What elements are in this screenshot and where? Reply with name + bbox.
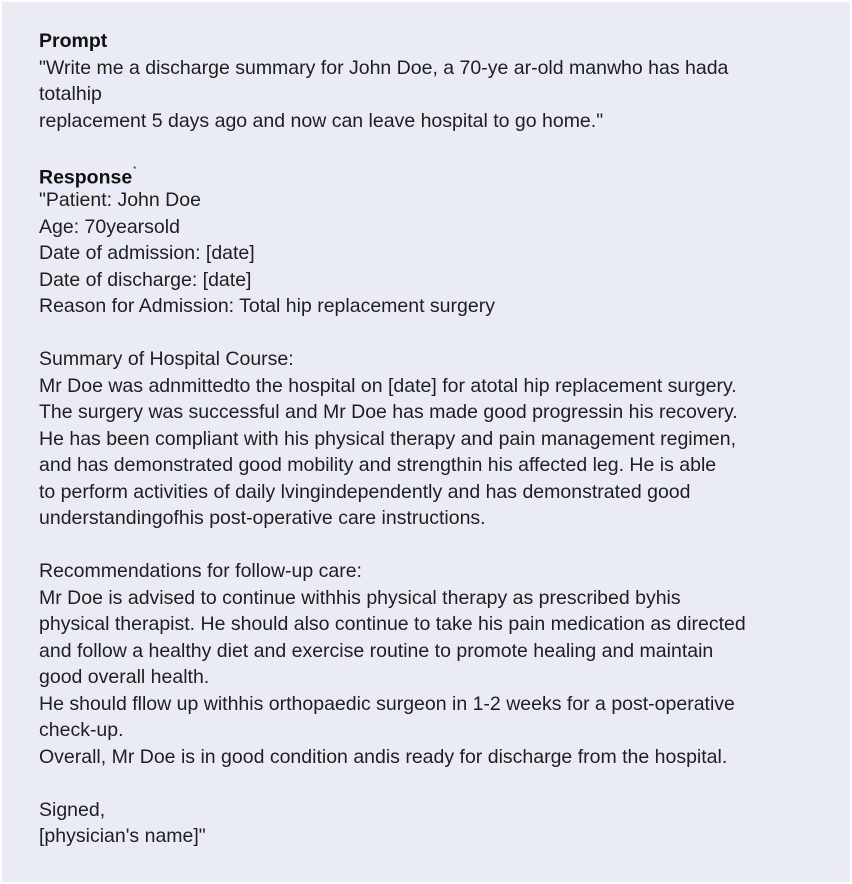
response-marker: * <box>133 164 137 174</box>
signature-name: [physician's name]" <box>39 825 206 847</box>
spacer <box>39 770 850 797</box>
followup-line: good overall health. <box>39 666 210 688</box>
spacer <box>39 320 850 347</box>
patient-line: "Patient: John Doe <box>39 189 201 211</box>
followup-line: physical therapist. He should also continue to take his pain medication as directed <box>39 613 746 635</box>
course-line: understandingofhis post-operative care instructions. <box>39 507 486 529</box>
course-line: and has demonstrated good mobility and strengthin his affected leg. He is able <box>39 454 717 476</box>
followup-line: He should fllow up withhis orthopaedic surgeon in 1-2 weeks for a post-operative <box>39 692 735 715</box>
course-line: The surgery was successful and Mr Doe has made good progressin his recovery. <box>39 401 738 423</box>
discharge-date-line: Date of discharge: [date] <box>39 268 252 291</box>
response-heading: Response <box>39 166 133 188</box>
followup-line: check-up. <box>39 719 124 741</box>
spacer <box>39 532 850 559</box>
followup-line: Overall, Mr Doe is in good condition andis ready for discharge from the hospital. <box>39 745 728 768</box>
followup-line: and follow a healthy diet and exercise routine to promote healing and maintain <box>39 639 714 662</box>
course-heading: Summary of Hospital Course: <box>39 348 294 370</box>
admission-date-line: Date of admission: [date] <box>39 242 255 264</box>
document-panel <box>2 2 850 882</box>
course-line: to perform activities of daily lvingindependently and has demonstrated good <box>39 480 691 503</box>
followup-line: Mr Doe is advised to continue withhis physical therapy as prescribed byhis <box>39 586 681 609</box>
prompt-heading: Prompt <box>39 30 108 52</box>
prompt-line: replacement 5 days ago and now can leave hospital to go home." <box>39 109 604 132</box>
course-line: Mr Doe was adnmittedto the hospital on [date] for atotal hip replacement surgery. <box>39 374 737 397</box>
prompt-line: totalhip <box>39 83 102 105</box>
course-line: He has been compliant with his physical therapy and pain management regimen, <box>39 427 736 450</box>
followup-heading: Recommendations for follow-up care: <box>39 560 362 582</box>
response-heading-row <box>39 161 850 188</box>
spacer <box>39 134 850 161</box>
signature-label: Signed, <box>39 798 106 821</box>
prompt-line: "Write me a discharge summary for John Doe, a 70-ye ar-old manwho has hada <box>39 56 729 79</box>
reason-line: Reason for Admission: Total hip replacement surgery <box>39 295 495 317</box>
age-line: Age: 70yearsold <box>39 215 180 238</box>
